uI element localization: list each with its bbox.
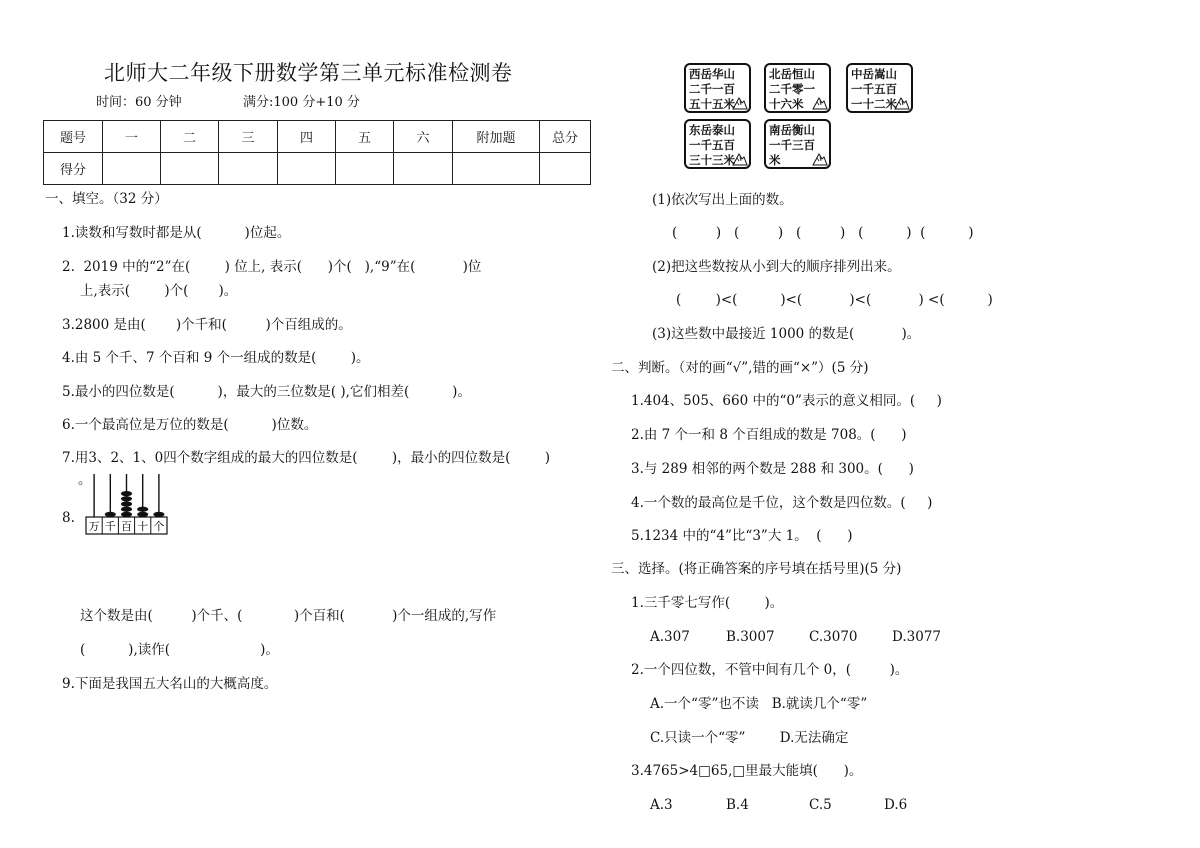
mountain-icon — [732, 152, 748, 166]
table-cell: 四 — [278, 121, 336, 153]
table-cell: 一 — [103, 121, 161, 153]
score-input-cell[interactable] — [219, 153, 278, 185]
table-cell: 题号 — [44, 121, 103, 153]
card-line: 十六米 — [769, 97, 804, 111]
mountain-icon — [812, 96, 828, 110]
card-line: 东岳泰山 — [689, 123, 735, 137]
card-line: 二千零一 — [769, 82, 815, 96]
table-cell: 得分 — [44, 153, 103, 185]
card-line: 米 — [769, 153, 781, 167]
abacus-place-label: 个 — [153, 520, 165, 533]
question-2-2: 2.由 7 个一和 8 个百组成的数是 708。( ) — [631, 427, 907, 443]
question-1-8-b: ( ),读作( )。 — [80, 642, 279, 658]
score-input-cell[interactable] — [103, 153, 161, 185]
mountain-icon — [894, 96, 910, 110]
question-2-1: 1.404、505、660 中的“0”表示的意义相同。( ) — [631, 393, 942, 409]
abacus-diagram — [84, 472, 170, 536]
question-1-1: 1.读数和写数时都是从( )位起。 — [62, 225, 291, 241]
mountain-card-taishan — [684, 119, 751, 169]
abacus-bead — [105, 512, 116, 517]
question-1-9-1: (1)依次写出上面的数。 — [652, 192, 793, 208]
card-line: 五十五米 — [689, 97, 735, 111]
table-cell: 总分 — [540, 121, 591, 153]
question-2-3: 3.与 289 相邻的两个数是 288 和 300。( ) — [631, 461, 914, 477]
score-input-cell[interactable] — [278, 153, 336, 185]
option-c: C.5 — [809, 797, 832, 813]
section-1-heading: 一、填空。（32 分） — [45, 191, 168, 207]
option-a: A.307 — [650, 629, 690, 645]
mountain-card-huashan — [684, 63, 751, 113]
question-3-2-options-ab: A.一个“零”也不读 B.就读几个“零” — [650, 696, 868, 712]
option-b: B.4 — [726, 797, 749, 813]
score-table-score-row — [44, 153, 591, 185]
option-d: D.3077 — [892, 629, 941, 645]
question-1-8: 8. — [62, 510, 75, 526]
abacus-bead — [121, 491, 132, 496]
score-input-cell[interactable] — [394, 153, 453, 185]
question-1-9-1-blanks: ( ) ( ) ( ) ( ) ( ) — [672, 225, 974, 241]
question-1-2-cont: 上,表示( )个( )。 — [80, 283, 238, 299]
abacus-bead — [121, 501, 132, 506]
option-c: C.3070 — [809, 629, 858, 645]
abacus-bead — [121, 496, 132, 501]
score-input-cell[interactable] — [161, 153, 219, 185]
card-line: 一千三百 — [769, 138, 815, 152]
score-table — [43, 120, 591, 185]
question-1-9-3: (3)这些数中最接近 1000 的数是( )。 — [652, 326, 921, 342]
time-limit: 时间：60 分钟 — [96, 95, 182, 110]
score-table-header-row — [44, 121, 591, 153]
card-line: 一十二米 — [851, 97, 897, 111]
table-cell: 三 — [219, 121, 278, 153]
option-b: B.3007 — [726, 629, 775, 645]
card-line: 一千五百 — [689, 138, 735, 152]
question-1-4: 4.由 5 个千、7 个百和 9 个一组成的数是( )。 — [62, 350, 370, 366]
question-1-5: 5.最小的四位数是( )，最大的三位数是( ),它们相差( )。 — [62, 384, 471, 400]
section-2-heading: 二、判断。（对的画“√”,错的画“×”）(5 分) — [611, 360, 869, 376]
abacus-beads — [105, 491, 165, 517]
mountain-card-hengshan-south — [764, 119, 831, 169]
abacus-place-label: 百 — [121, 520, 132, 533]
option-d: D.6 — [884, 797, 908, 813]
abacus-place-label: 十 — [137, 520, 149, 533]
question-3-2-options-cd: C.只读一个“零” D.无法确定 — [650, 730, 849, 746]
question-1-6: 6.一个最高位是万位的数是( )位数。 — [62, 417, 318, 433]
abacus-bead — [121, 507, 132, 512]
card-line: 中岳嵩山 — [851, 67, 897, 81]
card-line: 北岳恒山 — [769, 67, 815, 81]
table-cell: 二 — [161, 121, 219, 153]
question-3-2: 2.一个四位数，不管中间有几个 0，( )。 — [631, 662, 909, 678]
question-1-7-cont: 。 — [78, 472, 92, 488]
mountain-card-hengshan-north — [764, 63, 831, 113]
question-1-9-2-blanks: ( )<( )<( )<( ) <( ) — [676, 292, 993, 308]
score-input-cell[interactable] — [453, 153, 540, 185]
card-line: 一千五百 — [851, 82, 897, 96]
full-score: 满分:100 分+10 分 — [243, 95, 360, 110]
question-1-3: 3.2800 是由( )个千和( )个百组成的。 — [62, 317, 352, 333]
score-input-cell[interactable] — [540, 153, 591, 185]
score-input-cell[interactable] — [336, 153, 394, 185]
abacus-place-label: 千 — [104, 520, 116, 533]
card-line: 二千一百 — [689, 82, 735, 96]
table-cell: 六 — [394, 121, 453, 153]
card-line: 西岳华山 — [689, 67, 735, 81]
table-cell: 附加题 — [453, 121, 540, 153]
question-1-2: 2. 2019 中的“2”在( ) 位上, 表示( )个( ),“9”在( )位 — [62, 259, 482, 275]
question-3-1: 1.三千零七写作( )。 — [631, 595, 784, 611]
mountain-card-songshan — [846, 63, 913, 113]
option-a: A.3 — [650, 797, 673, 813]
card-line: 南岳衡山 — [769, 123, 815, 137]
abacus-labels — [89, 517, 165, 534]
question-1-8-a: 这个数是由( )个千、( )个百和( )个一组成的,写作 — [80, 608, 497, 624]
abacus-bead — [153, 512, 164, 517]
abacus-place-label: 万 — [88, 520, 100, 533]
table-cell: 五 — [336, 121, 394, 153]
question-3-3: 3.4765>4□65,□里最大能填( )。 — [631, 763, 863, 779]
question-1-9: 9.下面是我国五大名山的大概高度。 — [62, 676, 278, 692]
question-1-9-2: (2)把这些数按从小到大的顺序排列出来。 — [652, 259, 901, 275]
abacus-bead — [137, 512, 148, 517]
abacus-bead — [137, 507, 148, 512]
question-2-4: 4.一个数的最高位是千位，这个数是四位数。( ) — [631, 495, 933, 511]
mountain-icon — [812, 152, 828, 166]
page-title: 北师大二年级下册数学第三单元标准检测卷 — [104, 61, 513, 85]
question-2-5: 5.1234 中的“4”比“3”大 1。 ( ) — [631, 528, 853, 544]
abacus-bead — [121, 512, 132, 517]
mountain-icon — [732, 96, 748, 110]
question-1-7: 7.用3、2、1、0四个数字组成的最大的四位数是( )，最小的四位数是( ) — [62, 450, 550, 466]
card-line: 三十三米 — [689, 153, 735, 167]
section-3-heading: 三、选择。(将正确答案的序号填在括号里)(5 分) — [611, 561, 902, 577]
